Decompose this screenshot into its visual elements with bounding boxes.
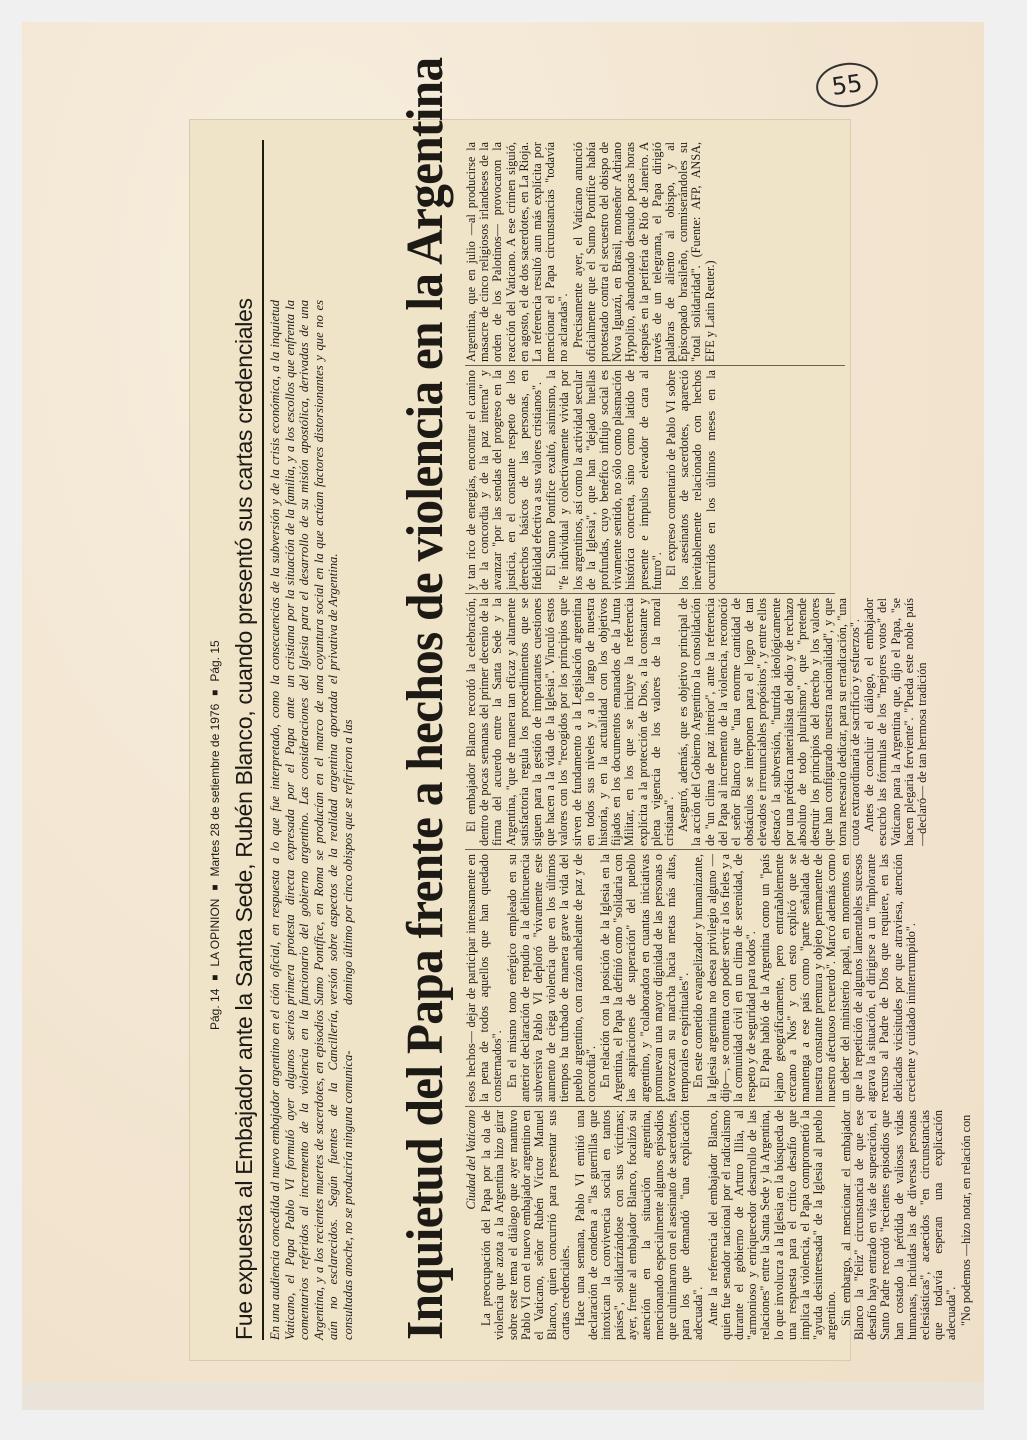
square-separator-icon: ■ [209, 974, 221, 981]
square-separator-icon: ■ [209, 884, 221, 891]
square-separator-icon: ■ [209, 689, 221, 696]
paragraph: En el mismo tono enérgico empleado en su anterior declaración de repudio a la delincuencia subversiva Pablo VI deploró "vivamente este aumento de ciega violencia que en los últimos tiempos ha turbado de manera grave la vida del pueblo argentino, con razón anhelante de paz y de concordia". [504, 854, 598, 1102]
dateline: Ciudad del Vaticano [464, 1110, 478, 1210]
kicker: Fue expuesta al Embajador ante la Santa Sede, Rubén Blanco, cuando presentó sus cartas credenciales [228, 140, 264, 1340]
paragraph: El Papa habló de la Argentina como un "país lejano geográficamente, pero entrañablemente cercano a Nos" y con esto explicó que se mantenga a ese país como "parte señalada de nuestra constante premura y objeto permanente de nuestro afectuoso recuerdo". Marcó además como un deber del ministerio papal, en momentos en que la repetición de algunos lamentables sucesos agrava la situación, el dirigirse a un "implorante recurso al Padre de Dios que requiere, en las delicadas vicisitudes por que atraviesa, atención creciente y cuidado ininterrumpido". [758, 854, 918, 1102]
paragraph: Aseguró, además, que es objetivo principal de la acción del Gobierno Argentino la consolidación de "un clima de paz interior", ante la referencia del Papa al incremento de la violencia, reconoció el señor Blanco que "una enorme cantidad de obstáculos se interponen para el logro de tan elevados e irrenunciables propósitos", y entre ellos destacó la subversión, "nutrida ideológicamente por una prédica materialista del odio y de rechazo absoluto de todo pluralismo", que "pretende destruir los principios del derecho y los valores que han configurado nuestra nacionalidad", y que torna necesario dedicar, para su erradicación, "una cuota extraordinaria de sacrificio y esfuerzos". [676, 598, 862, 846]
paragraph: y tan rico de energías, encontrar el camino de la concordia y de la paz interna" y avanzar "por las sendas del progreso en la justicia, en el constante respeto de los derechos básicos de las personas, en fidelidad efectiva a sus valores cristianos". [464, 370, 545, 590]
paragraph: El embajador Blanco recordó la celebración, dentro de pocas semanas del primer decenio de la firma del acuerdo entre la Santa Sede y la Argentina, "que de manera tan eficaz y altamente satisfactoria regula los procedimientos que se siguen para la gestión de importantes cuestiones que hacen a la vida de la Iglesia". Vinculó estos valores con los "recogidos por los principios que sirven de fundamento a la Legislación argentina en todos sus niveles y a lo largo de nuestra historia, y en la actualidad con los objetivos fijados en los documentos emanados de la Junta Militar, en los que se incluye la referencia explícita a la protección de Dios, a la constante y plena vigencia de los valores de la moral cristiana". [464, 598, 677, 846]
intro-column-3 [268, 300, 396, 670]
paragraph: El Sumo Pontífice exaltó, asimismo, la "fe individual y colectivamente vivida por los argentinos, así como la actividad secular de la Iglesia", que han "dejado huellas profundas, cuyo benéfico influjo social es vivamente sentido, no sólo como plasmación histórica concreta, sino como latido de presente e impulso elevador de cara al futuro". [544, 370, 664, 590]
folio-number: 55 [813, 59, 881, 111]
paragraph: Precisamente ayer, el Vaticano anunció oficialmente que el Sumo Pontífice había protestado contra el secuestro del obispo de Nova Iguazú, en Brasil, monseñor Adriano Hypolito, abandonado desnudo pocas horas después en la periferia de Río de Janeiro. A través de un telegrama, el Papa dirigió palabras de aliento al obispo, y al Episcopado brasileño, conmiserándoles su "total solidaridad". (Fuente: AFP, ANSA, EFE y Latin Reuter.) [570, 142, 717, 362]
column-rule [465, 593, 835, 594]
headline: Inquietud del Papa frente a hechos de violencia en la Argentina [397, 57, 454, 1340]
body-column-3 [464, 598, 929, 846]
intro-column-1 [268, 1010, 396, 1340]
column-rule [465, 849, 835, 850]
paragraph: "No podemos —hizo notar, en relación con [958, 1114, 973, 1326]
sheet-bottom-edge [22, 1382, 984, 1410]
body-column-2 [464, 854, 918, 1102]
body-column-1 [464, 1110, 973, 1340]
paragraph: Hace una semana, Pablo VI emitió una declaración de condena a "las guerrillas que intoxican la convivencia social en tantos países", solidarizándose con sus víctimas; ayer, frente al embajador Blanco, focalizó su atención en la situación argentina, mencionando especialmente algunos episodios que culminaron con el asesinato de sacerdotes, para los que demandó "una explicación adecuada". [572, 1110, 706, 1340]
column-rule [465, 1106, 835, 1107]
paragraph: La preocupación del Papa por la ola de violencia que azota a la Argentina hizo girar sobre este tema el diálogo que ayer mantuvo Pablo VI con el nuevo embajador argentino en el Vaticano, señor Rubén Víctor Manuel Blanco, quien concurrió para presentar sus cartas credenciales. [479, 1110, 573, 1340]
issue-date: Martes 28 de setiembre de 1976 [208, 703, 222, 877]
body-column-4 [465, 142, 845, 590]
running-head [204, 470, 226, 1030]
paragraph: esos hechos— dejar de participar intensamente en la pena de todos aquellos que han quedado consternados". [464, 854, 505, 1102]
paragraph: En relación con la posición de la Iglesia en la Argentina, el Papa la definió como "solidaria con las aspiraciones de superación" del pueblo argentino, y "colaboradora en cuantas iniciativas promuevan una mayor dignidad de las personas o favorezcan su marcha hacia metas más altas, temporales o espirituales". [598, 854, 692, 1102]
page-left: Pág. 14 [208, 988, 222, 1030]
paper-name: LA OPINION [208, 898, 222, 967]
paragraph: Ante la referencia del embajador Blanco, quien fue senador nacional por el radicalismo durante el gobierno de Arturo Illia, al "armonioso y enriquecedor desarrollo de las relaciones" entre la Santa Sede y la Argentina, lo que involucra a la Iglesia en la búsqueda de una respuesta para el crítico desafío que implica la violencia, el Papa comprometió la "ayuda desinteresada" de la Iglesia al pueblo argentino. [705, 1110, 839, 1340]
paragraph: En este cometido evangelizador y humanizante, la Iglesia argentina no desea privilegio alguno —dijo—, se contenta con poder servir a los fieles y a la comunidad civil en un clima de serenidad, de respeto y de seguridad para todos". [691, 854, 759, 1102]
intro-text: consecuencias de la subversión y de la crisis económica, a la inquietud cristiana por la situación de la familia, y a los escollos que enfrenta la Iglesia para el desarrollo de su misión apostólica, derivadas de una coyuntura social en la que actúan factores distorsionantes y que no es privativa de Argentina. [268, 300, 340, 670]
page-right: Pág. 15 [208, 640, 222, 682]
intro-text: ción oficial, en respuesta a lo que fue interpretado, como la primera protesta directa expresada por el Papa ante un funcionario del gobierno argentino. Las consideraciones del Sumo Pontífice, en Roma se producían en el marco de una versión sobre aspectos de la realidad argentina aportada el domingo último por cinco obispos que se refirieron a las [268, 675, 355, 1005]
paragraph: Antes de concluir el diálogo, el embajador escuchó las fórmulas de los "mejores votos" del Vaticano para la Argentina que, dijo el Papa, "se hacen plegaria ferviente". "Pueda este noble país —declaró— de tan hermosa tradición [862, 598, 929, 846]
paragraph: Sin embargo, al mencionar el embajador Blanco la "feliz" circunstancia de que ese desafío haya entrado en vías de superación, el Santo Padre recordó "recientes episodios que han costado la pérdida de valiosas vidas humanas, incluidas las de diversas personas eclesiásticas", acaecidos "en circunstancias que todavía esperan una explicación adecuada". [838, 1110, 959, 1340]
intro-column-2 [268, 675, 396, 1005]
intro-text: En una audiencia concedida al nuevo embajador argentino en el Vaticano, el Papa Pablo VI formuló ayer algunos serios comentarios referidos al incremento de la violencia en la Argentina, y a los recientes muertes de sacerdotes, en episodios aún no esclarecidos. Según fuentes de la Cancillería, consultadas anoche, no se produciría ninguna comunica- [268, 1010, 355, 1340]
paragraph: El expreso comentario de Pablo VI sobre los asesinatos de sacerdotes, apareció inevitablemente relacionado con hechos ocurridos en los últimos meses en la Argentina, que en julio —al producirse la masacre de cinco religiosos irlandeses de la orden de los Palotinos— provocaron la reacción del Vaticano. A ese crimen siguió, en agosto, el de dos sacerdotes, en La Rioja. La referencia resultó aun más explícita por mencionar el Papa circunstancias "todavía no aclaradas". [464, 142, 718, 590]
